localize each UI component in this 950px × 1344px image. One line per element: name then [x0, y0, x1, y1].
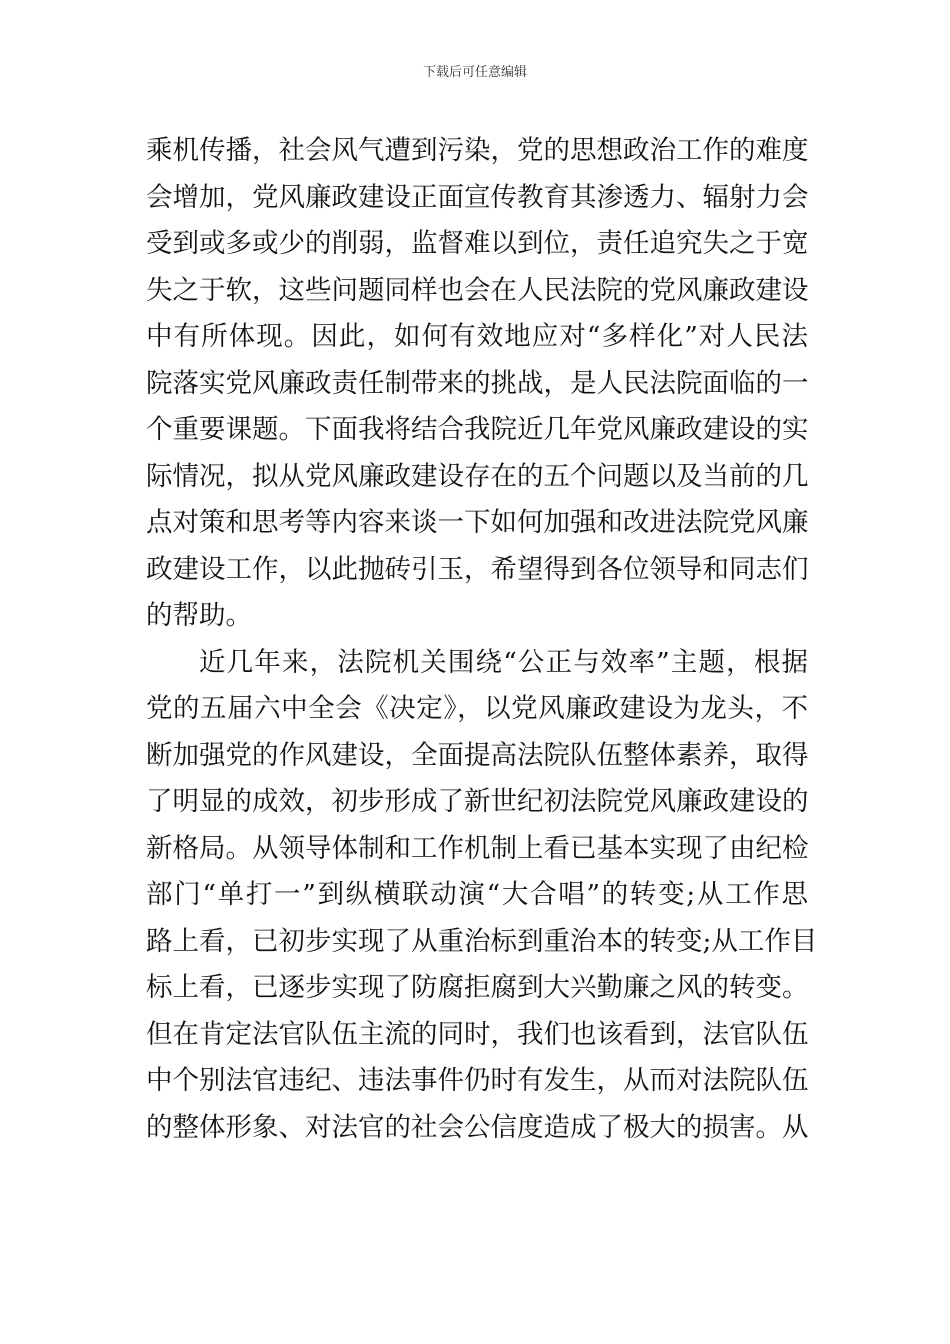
- text-line: 断加强党的作风建设，全面提高法院队伍整体素养，取得: [146, 739, 809, 771]
- text-line: 点对策和思考等内容来谈一下如何加强和改进法院党风廉: [146, 507, 809, 538]
- text-line: 了明显的成效，初步形成了新世纪初法院党风廉政建设的: [146, 786, 809, 817]
- text-line: 中个别法官违纪、违法事件仍时有发生，从而对法院队伍: [146, 1065, 809, 1096]
- text-line: 乘机传播，社会风气遭到污染，党的思想政治工作的难度: [146, 135, 809, 166]
- text-line: 近几年来，法院机关围绕“公正与效率”主题，根据: [199, 646, 808, 678]
- paragraph-2: [146, 640, 818, 1152]
- text-line: 的帮助。: [146, 600, 252, 631]
- text-line: 但在肯定法官队伍主流的同时，我们也该看到，法官队伍: [146, 1018, 809, 1050]
- text-line: 标上看，已逐步实现了防腐拒腐到大兴勤廉之风的转变。: [146, 972, 809, 1003]
- text-line: 政建设工作，以此抛砖引玉，希望得到各位领导和同志们: [146, 553, 809, 585]
- text-line: 党的五届六中全会《决定》，以党风廉政建设为龙头，不: [146, 693, 808, 724]
- body-text: [146, 128, 818, 1151]
- text-line: 中有所体现。因此，如何有效地应对“多样化”对人民法: [146, 321, 808, 352]
- text-line: 部门“单打一”到纵横联动演“大合唱”的转变;从工作思: [146, 879, 808, 910]
- text-line: 受到或多或少的削弱，监督难以到位，责任追究失之于宽: [146, 228, 809, 259]
- text-line: 新格局。从领导体制和工作机制上看已基本实现了由纪检: [146, 832, 809, 864]
- text-line: 会增加，党风廉政建设正面宣传教育其渗透力、辐射力会: [146, 181, 809, 213]
- text-line: 个重要课题。下面我将结合我院近几年党风廉政建设的实: [146, 414, 809, 445]
- text-line: 失之于软，这些问题同样也会在人民法院的党风廉政建设: [146, 274, 809, 306]
- text-line: 际情况，拟从党风廉政建设存在的五个问题以及当前的几: [146, 460, 809, 492]
- page-header: 下载后可任意编辑: [422, 65, 527, 80]
- text-line: 的整体形象、对法官的社会公信度造成了极大的损害。从: [146, 1111, 809, 1143]
- text-line: 院落实党风廉政责任制带来的挑战，是人民法院面临的一: [146, 367, 809, 399]
- text-line: 路上看，已初步实现了从重治标到重治本的转变;从工作目: [146, 925, 818, 957]
- paragraph-1: [146, 128, 808, 640]
